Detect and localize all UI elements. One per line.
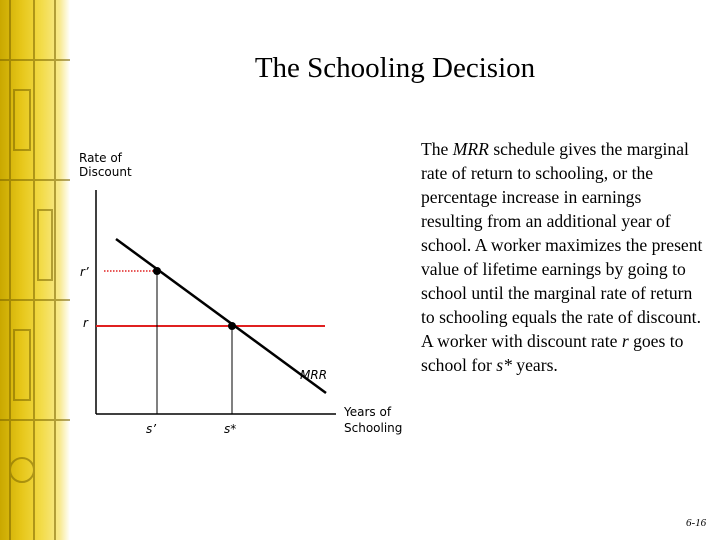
paragraph-segment: The [421,139,453,159]
slide-number: 6-16 [686,517,707,529]
r-prime-label: r’ [80,265,89,279]
paragraph-segment-italic: MRR [452,139,489,159]
slide-title: The Schooling Decision [254,52,536,84]
s-star-label: s* [224,422,237,436]
mrr-curve [116,239,326,393]
r-label: r [83,316,88,330]
paragraph-segment-italic: s* [496,355,512,375]
r-prime-intersection-point [153,267,161,275]
paragraph-segment: goes to school for [421,331,684,375]
s-prime-label: s’ [146,422,157,436]
y-axis-label-line-1: Rate of [79,151,122,165]
paragraph-segment-italic: r [621,331,629,351]
r-intersection-point [228,322,236,330]
paragraph-segment: years. [511,355,558,375]
explanation-paragraph [421,137,706,377]
paragraph-segment: schedule gives the marginal rate of return to schooling, or the percentage increase in earnings resulting from an additional year of school. A worker maximizes the present value of lifetime earnings by going to school until the marginal rate of return to schooling equals the rate of discount. A worker with discount rate [421,139,703,351]
mrr-label: MRR [300,368,328,382]
x-axis-label-line-2: Schooling [344,421,403,435]
x-axis-label-line-1: Years of [344,405,392,419]
y-axis-label-line-2: Discount [79,165,132,179]
